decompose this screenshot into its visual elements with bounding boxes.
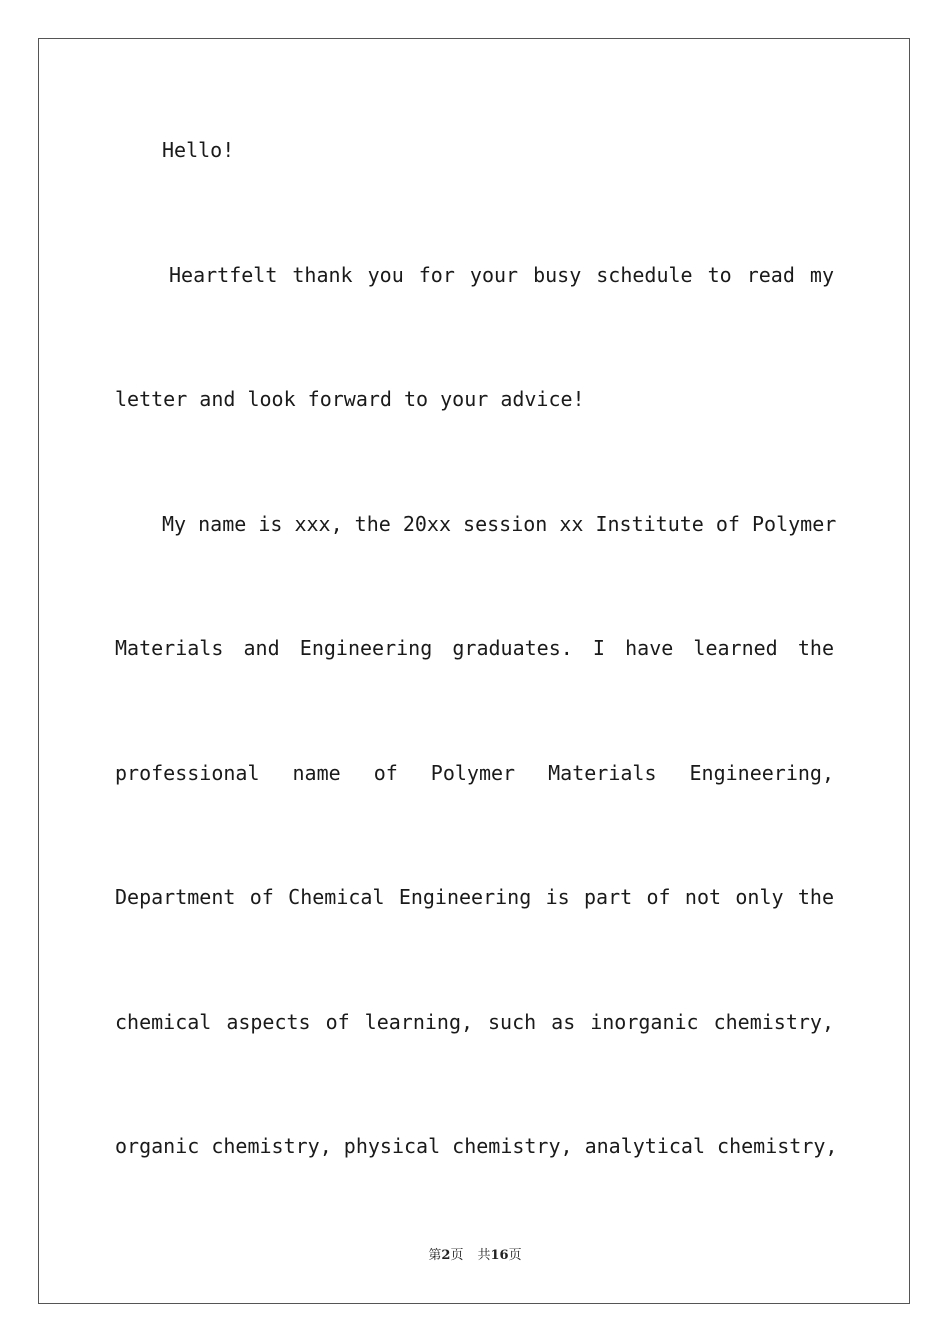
- page-prefix: 第: [428, 1248, 442, 1263]
- paragraph-line: organic chemistry, physical chemistry, analytical chemistry,: [115, 1134, 838, 1158]
- paragraph-line: letter and look forward to your advice!: [115, 387, 585, 411]
- paragraph-line: My name is xxx, the 20xx session xx Institute of Polymer: [162, 512, 837, 536]
- total-pages: 16: [490, 1248, 509, 1263]
- paragraph-line: Department of Chemical Engineering is part of not only the: [115, 885, 834, 909]
- paragraph-line: professional name of Polymer Materials Engineering,: [115, 761, 834, 785]
- page-suffix: 页: [450, 1248, 464, 1263]
- page-border: [38, 38, 910, 1304]
- total-prefix: 共: [477, 1248, 491, 1263]
- total-suffix: 页: [508, 1248, 522, 1263]
- salutation: Hello!: [162, 138, 235, 162]
- paragraph-line: Heartfelt thank you for your busy schedule to read my: [169, 263, 834, 287]
- paragraph-line: chemical aspects of learning, such as inorganic chemistry,: [115, 1010, 834, 1034]
- page-footer: [0, 1246, 950, 1266]
- paragraph-line: Materials and Engineering graduates. I have learned the: [115, 636, 834, 660]
- page-number: 2: [441, 1248, 451, 1263]
